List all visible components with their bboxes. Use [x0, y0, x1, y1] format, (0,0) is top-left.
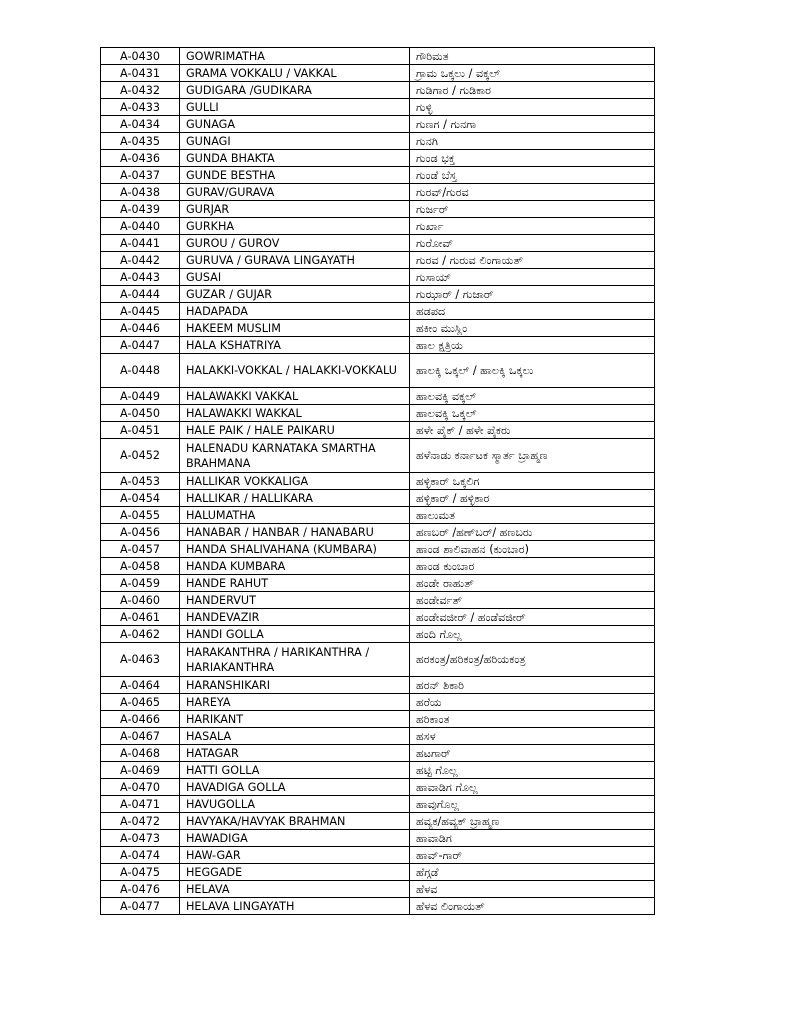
table-row [101, 269, 655, 286]
table-body [101, 48, 655, 915]
kannada-name-cell: ಗುರ್ಖಾ [410, 218, 655, 235]
english-name-cell: GURJAR [180, 201, 410, 218]
table-row [101, 592, 655, 609]
kannada-name-cell: ಗುಣಗ / ಗುನಗಾ [410, 116, 655, 133]
kannada-name-cell: ಗುಂಡ ಭಕ್ತ [410, 150, 655, 167]
english-name-cell: HANDE RAHUT [180, 575, 410, 592]
table-row [101, 388, 655, 405]
code-cell: A-0467 [101, 728, 180, 745]
english-name-cell: HARAKANTHRA / HARIKANTHRA / HARIAKANTHRA [180, 643, 410, 677]
english-name-cell: GURKHA [180, 218, 410, 235]
table-row [101, 320, 655, 337]
table-row [101, 728, 655, 745]
kannada-name-cell: ಹಡಪದ [410, 303, 655, 320]
kannada-name-cell: ಗುರ್ಜರ್ [410, 201, 655, 218]
table-row [101, 405, 655, 422]
kannada-name-cell: ಹವ್ಯಕ/ಹವ್ಯಕ್ ಬ್ರಾಹ್ಮಣ [410, 813, 655, 830]
code-cell: A-0470 [101, 779, 180, 796]
english-name-cell: HANDA SHALIVAHANA (KUMBARA) [180, 541, 410, 558]
kannada-name-cell: ಹೆಳವ [410, 881, 655, 898]
code-cell: A-0444 [101, 286, 180, 303]
kannada-name-cell: ಹೆಳವ ಲಿಂಗಾಯತ್ [410, 898, 655, 915]
kannada-name-cell: ಹರೆಯ [410, 694, 655, 711]
kannada-name-cell: ಹಾವಾಡಿಗ [410, 830, 655, 847]
code-cell: A-0473 [101, 830, 180, 847]
code-cell: A-0451 [101, 422, 180, 439]
table-row [101, 626, 655, 643]
kannada-name-cell: ಗುನಗಿ [410, 133, 655, 150]
code-cell: A-0449 [101, 388, 180, 405]
code-cell: A-0458 [101, 558, 180, 575]
english-name-cell: HAREYA [180, 694, 410, 711]
code-cell: A-0448 [101, 354, 180, 388]
code-cell: A-0454 [101, 490, 180, 507]
table-row [101, 881, 655, 898]
code-cell: A-0476 [101, 881, 180, 898]
table-row [101, 99, 655, 116]
english-name-cell: HALAWAKKI WAKKAL [180, 405, 410, 422]
code-cell: A-0468 [101, 745, 180, 762]
english-name-cell: GRAMA VOKKALU / VAKKAL [180, 65, 410, 82]
table-row [101, 48, 655, 65]
english-name-cell: GUNDA BHAKTA [180, 150, 410, 167]
kannada-name-cell: ಹಾಲುಮತ [410, 507, 655, 524]
kannada-name-cell: ಹಂಡೇ ರಾಹುತ್ [410, 575, 655, 592]
code-cell: A-0432 [101, 82, 180, 99]
code-cell: A-0462 [101, 626, 180, 643]
kannada-name-cell: ಗೌರಿಮತ [410, 48, 655, 65]
english-name-cell: GUROU / GUROV [180, 235, 410, 252]
code-cell: A-0445 [101, 303, 180, 320]
english-name-cell: GUZAR / GUJAR [180, 286, 410, 303]
english-name-cell: HANDERVUT [180, 592, 410, 609]
table-row [101, 116, 655, 133]
code-cell: A-0441 [101, 235, 180, 252]
kannada-name-cell: ಹರಿಕಾಂತ [410, 711, 655, 728]
kannada-name-cell: ಹಾಂಡ ಶಾಲಿವಾಹನ (ಕುಂಬಾರ) [410, 541, 655, 558]
code-cell: A-0438 [101, 184, 180, 201]
code-cell: A-0437 [101, 167, 180, 184]
kannada-name-cell: ಹಂಡೇವಜೀರ್ / ಹಂಡೆವಜೀರ್ [410, 609, 655, 626]
table-row [101, 677, 655, 694]
table-row [101, 218, 655, 235]
kannada-name-cell: ಗ್ರಾಮ ಒಕ್ಕಲು / ವಕ್ಕಲ್ [410, 65, 655, 82]
english-name-cell: HEGGADE [180, 864, 410, 881]
code-cell: A-0435 [101, 133, 180, 150]
english-name-cell: HATAGAR [180, 745, 410, 762]
code-cell: A-0436 [101, 150, 180, 167]
code-cell: A-0452 [101, 439, 180, 473]
english-name-cell: HELAVA [180, 881, 410, 898]
code-cell: A-0430 [101, 48, 180, 65]
english-name-cell: GULLI [180, 99, 410, 116]
english-name-cell: HASALA [180, 728, 410, 745]
english-name-cell: GURUVA / GURAVA LINGAYATH [180, 252, 410, 269]
english-name-cell: HALLIKAR / HALLIKARA [180, 490, 410, 507]
kannada-name-cell: ಹಾಂಡ ಕುಂಬಾರ [410, 558, 655, 575]
table-row [101, 337, 655, 354]
english-name-cell: HALA KSHATRIYA [180, 337, 410, 354]
code-cell: A-0456 [101, 524, 180, 541]
table-row [101, 133, 655, 150]
kannada-name-cell: ಗುಡಿಗಾರ / ಗುಡಿಕಾರ [410, 82, 655, 99]
table-row [101, 847, 655, 864]
code-cell: A-0459 [101, 575, 180, 592]
table-row [101, 167, 655, 184]
table-row [101, 473, 655, 490]
kannada-name-cell: ಹಂದಿ ಗೊಲ್ಲ [410, 626, 655, 643]
code-cell: A-0464 [101, 677, 180, 694]
english-name-cell: HAVYAKA/HAVYAK BRAHMAN [180, 813, 410, 830]
kannada-name-cell: ಹಾಲವಕ್ಕಿ ಒಕ್ಕಲ್ [410, 405, 655, 422]
english-name-cell: HAW-GAR [180, 847, 410, 864]
code-cell: A-0434 [101, 116, 180, 133]
code-cell: A-0433 [101, 99, 180, 116]
english-name-cell: HANDI GOLLA [180, 626, 410, 643]
code-cell: A-0469 [101, 762, 180, 779]
english-name-cell: GUNAGA [180, 116, 410, 133]
code-cell: A-0466 [101, 711, 180, 728]
table-row [101, 762, 655, 779]
code-cell: A-0453 [101, 473, 180, 490]
english-name-cell: GOWRIMATHA [180, 48, 410, 65]
table-row [101, 541, 655, 558]
table-row [101, 898, 655, 915]
table-row [101, 235, 655, 252]
table-row [101, 82, 655, 99]
table-row [101, 830, 655, 847]
kannada-name-cell: ಹಾವಾಡಿಗ ಗೊಲ್ಲ [410, 779, 655, 796]
caste-list-table [100, 47, 655, 915]
table-row [101, 507, 655, 524]
table-row [101, 439, 655, 473]
table-row [101, 252, 655, 269]
table-row [101, 65, 655, 82]
kannada-name-cell: ಹಟಗಾರ್ [410, 745, 655, 762]
english-name-cell: GUNDE BESTHA [180, 167, 410, 184]
table-row [101, 490, 655, 507]
english-name-cell: HALE PAIK / HALE PAIKARU [180, 422, 410, 439]
kannada-name-cell: ಹಾವುಗೊಲ್ಲ [410, 796, 655, 813]
table-row [101, 558, 655, 575]
code-cell: A-0460 [101, 592, 180, 609]
kannada-name-cell: ಹಳ್ಳಿಕಾರ್ ಒಕ್ಕಲಿಗ [410, 473, 655, 490]
english-name-cell: HANABAR / HANBAR / HANABARU [180, 524, 410, 541]
english-name-cell: GUDIGARA /GUDIKARA [180, 82, 410, 99]
table-row [101, 354, 655, 388]
code-cell: A-0447 [101, 337, 180, 354]
table-row [101, 609, 655, 626]
code-cell: A-0431 [101, 65, 180, 82]
english-name-cell: HADAPADA [180, 303, 410, 320]
table-row [101, 745, 655, 762]
kannada-name-cell: ಹಕೀಂ ಮುಸ್ಲಿಂ [410, 320, 655, 337]
code-cell: A-0471 [101, 796, 180, 813]
table-row [101, 813, 655, 830]
table-row [101, 864, 655, 881]
english-name-cell: HALAWAKKI VAKKAL [180, 388, 410, 405]
english-name-cell: HATTI GOLLA [180, 762, 410, 779]
code-cell: A-0442 [101, 252, 180, 269]
english-name-cell: HAVUGOLLA [180, 796, 410, 813]
english-name-cell: HELAVA LINGAYATH [180, 898, 410, 915]
english-name-cell: HALENADU KARNATAKA SMARTHA BRAHMANA [180, 439, 410, 473]
table-row [101, 286, 655, 303]
english-name-cell: HANDEVAZIR [180, 609, 410, 626]
english-name-cell: HANDA KUMBARA [180, 558, 410, 575]
table-row [101, 643, 655, 677]
table-row [101, 694, 655, 711]
kannada-name-cell: ಗುರೋವ್ [410, 235, 655, 252]
kannada-name-cell: ಹಾಲ ಕ್ಷತ್ರಿಯ [410, 337, 655, 354]
kannada-name-cell: ಹಣಬರ್ /ಹಣ್‌ಬರ್/ ಹಣಬರು [410, 524, 655, 541]
english-name-cell: HAKEEM MUSLIM [180, 320, 410, 337]
code-cell: A-0443 [101, 269, 180, 286]
code-cell: A-0446 [101, 320, 180, 337]
table-row [101, 422, 655, 439]
english-name-cell: HALUMATHA [180, 507, 410, 524]
code-cell: A-0463 [101, 643, 180, 677]
table-row [101, 524, 655, 541]
english-name-cell: HARIKANT [180, 711, 410, 728]
table-row [101, 201, 655, 218]
code-cell: A-0440 [101, 218, 180, 235]
code-cell: A-0450 [101, 405, 180, 422]
kannada-name-cell: ಗುಝಾರ್ / ಗುಜಾರ್ [410, 286, 655, 303]
code-cell: A-0472 [101, 813, 180, 830]
english-name-cell: HARANSHIKARI [180, 677, 410, 694]
kannada-name-cell: ಹರನ್ ಶಿಕಾರಿ [410, 677, 655, 694]
english-name-cell: GURAV/GURAVA [180, 184, 410, 201]
kannada-name-cell: ಹರಕಂತ್ರ/ಹರಿಕಂತ್ರ/ಹರಿಯಕಂತ್ರ [410, 643, 655, 677]
table-row [101, 575, 655, 592]
code-cell: A-0439 [101, 201, 180, 218]
kannada-name-cell: ಗುಂಡೆ ಬೆಸ್ತ [410, 167, 655, 184]
kannada-name-cell: ಗುರವ್/ಗುರವ [410, 184, 655, 201]
english-name-cell: HAWADIGA [180, 830, 410, 847]
kannada-name-cell: ಹಳೆನಾಡು ಕರ್ನಾಟಕ ಸ್ಮಾರ್ತ ಬ್ರಾಹ್ಮಣ [410, 439, 655, 473]
code-cell: A-0457 [101, 541, 180, 558]
kannada-name-cell: ಗುಸಾಯ್ [410, 269, 655, 286]
kannada-name-cell: ಹಟ್ಟಿ ಗೊಲ್ಲ [410, 762, 655, 779]
english-name-cell: GUSAI [180, 269, 410, 286]
kannada-name-cell: ಹೆಗ್ಗಡೆ [410, 864, 655, 881]
code-cell: A-0465 [101, 694, 180, 711]
kannada-name-cell: ಹಂಡೇರ್ವತ್ [410, 592, 655, 609]
table-row [101, 184, 655, 201]
code-cell: A-0477 [101, 898, 180, 915]
kannada-name-cell: ಹಳೇ ಪೈಕ್ / ಹಳೇ ಪೈಕರು [410, 422, 655, 439]
table-row [101, 150, 655, 167]
kannada-name-cell: ಗುರವ / ಗುರುವ ಲಿಂಗಾಯತ್ [410, 252, 655, 269]
english-name-cell: HALAKKI-VOKKAL / HALAKKI-VOKKALU [180, 354, 410, 388]
english-name-cell: HALLIKAR VOKKALIGA [180, 473, 410, 490]
kannada-name-cell: ಗುಳ್ಳಿ [410, 99, 655, 116]
code-cell: A-0475 [101, 864, 180, 881]
table-row [101, 711, 655, 728]
english-name-cell: GUNAGI [180, 133, 410, 150]
kannada-name-cell: ಹಾಲಕ್ಕಿ ಒಕ್ಕಲ್ / ಹಾಲಕ್ಕಿ ಒಕ್ಕಲು [410, 354, 655, 388]
kannada-name-cell: ಹಾವ್-ಗಾರ್ [410, 847, 655, 864]
kannada-name-cell: ಹಳ್ಳಿಕಾರ್ / ಹಳ್ಳಿಕಾರ [410, 490, 655, 507]
english-name-cell: HAVADIGA GOLLA [180, 779, 410, 796]
kannada-name-cell: ಹಾಲವಕ್ಕಿ ವಕ್ಕಲ್ [410, 388, 655, 405]
kannada-name-cell: ಹಸಳ [410, 728, 655, 745]
table-row [101, 779, 655, 796]
table-row [101, 796, 655, 813]
code-cell: A-0461 [101, 609, 180, 626]
code-cell: A-0455 [101, 507, 180, 524]
table-row [101, 303, 655, 320]
code-cell: A-0474 [101, 847, 180, 864]
